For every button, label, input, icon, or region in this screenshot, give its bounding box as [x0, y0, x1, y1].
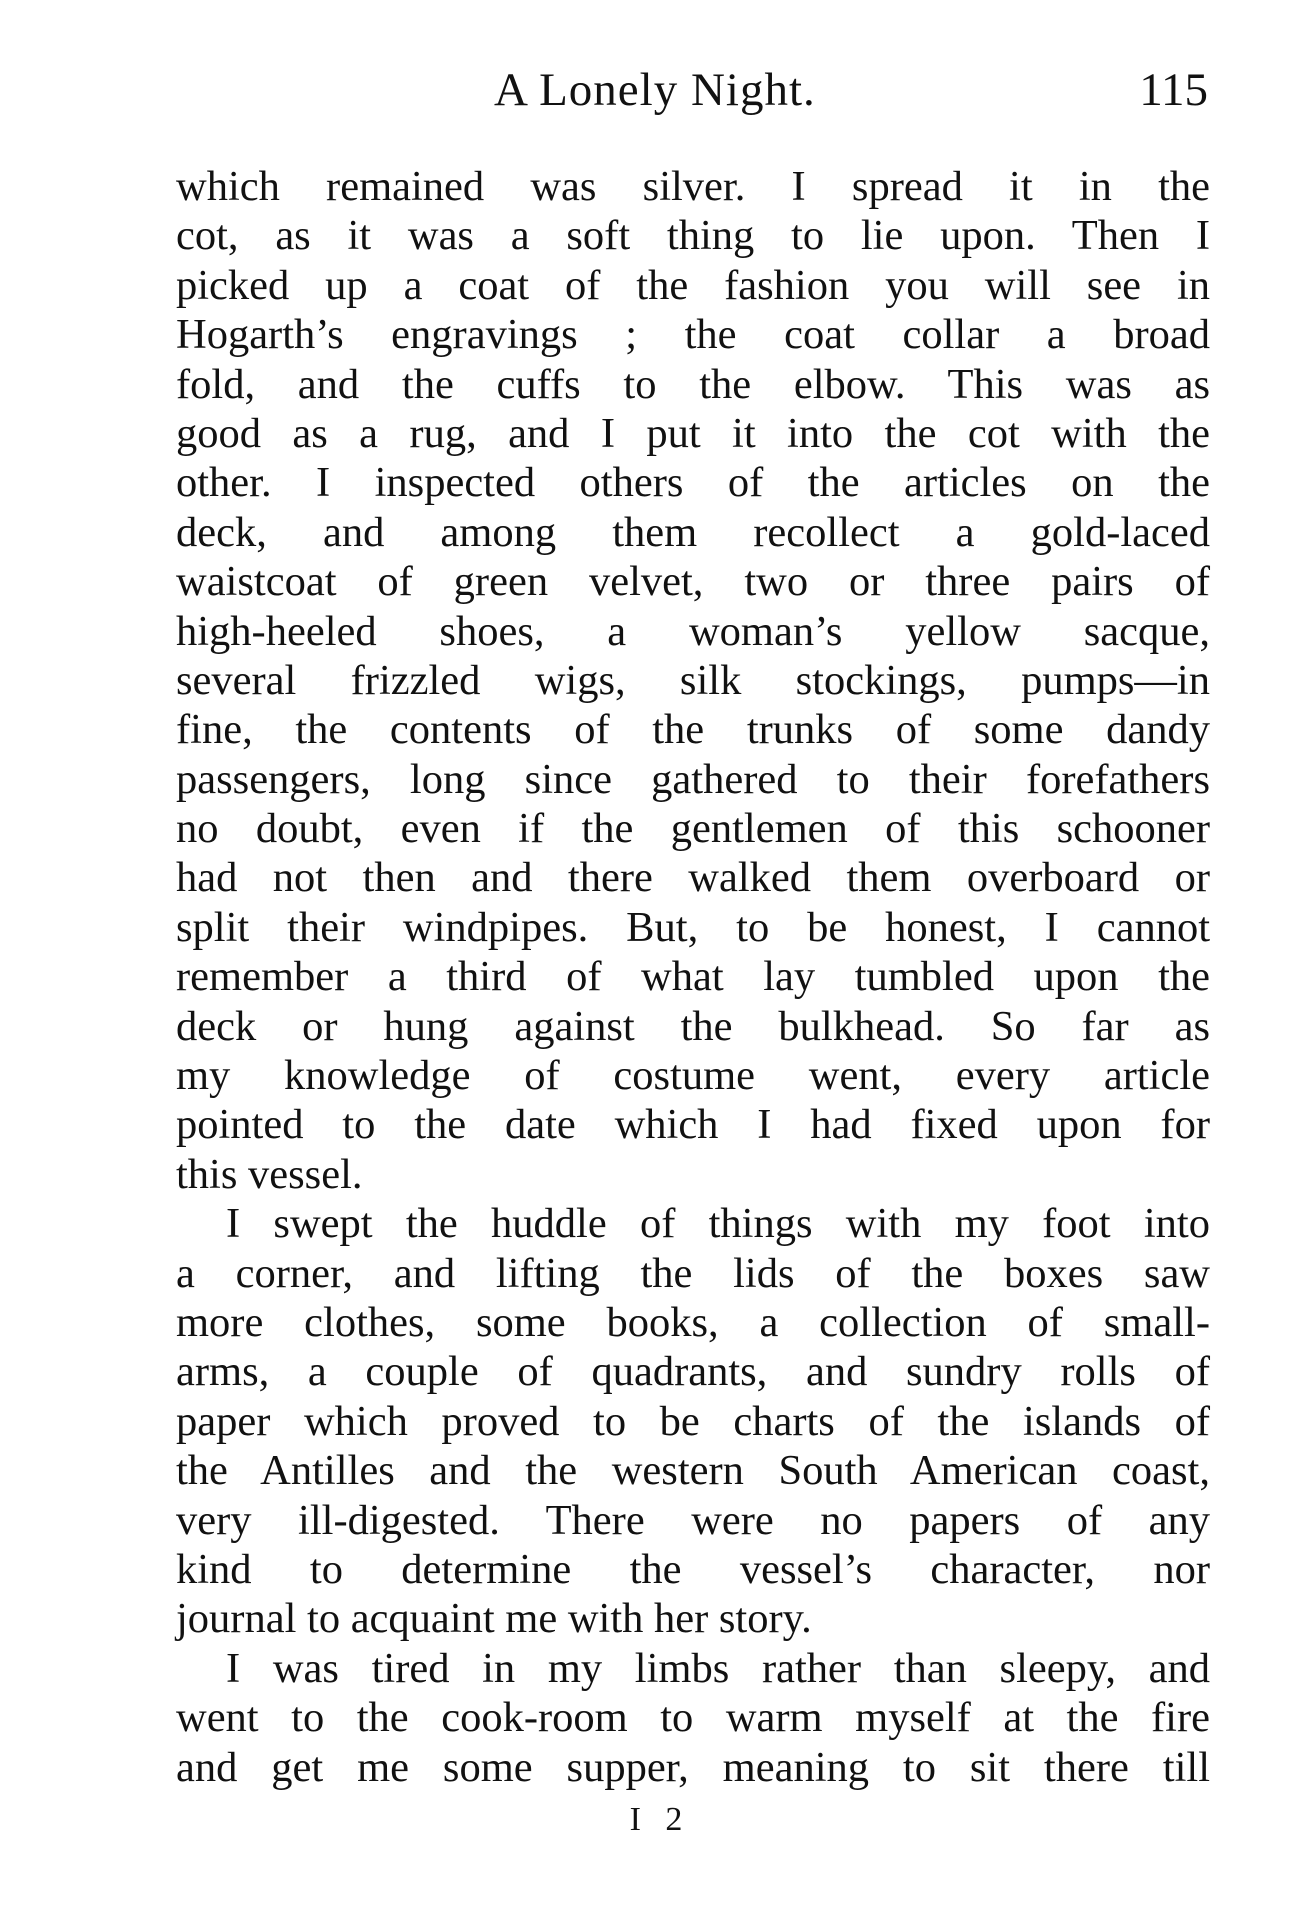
text-line: and get me some supper, meaning to sit there till — [176, 1743, 1210, 1791]
signature-mark: I 2 — [629, 1801, 691, 1838]
text-line: high-heeled shoes, a woman’s yellow sacque, — [176, 607, 1210, 655]
text-line: had not then and there walked them overboard or — [176, 854, 1210, 902]
text-line: passengers, long since gathered to their forefathers — [176, 755, 1210, 803]
paragraph-first-line: I was tired in my limbs rather than sleepy, and — [226, 1644, 1210, 1692]
text-line: cot, as it was a soft thing to lie upon. Then I — [176, 212, 1210, 260]
text-line: arms, a couple of quadrants, and sundry rolls of — [176, 1348, 1210, 1396]
text-line: fold, and the cuffs to the elbow. This was as — [176, 360, 1210, 408]
text-line: deck, and among them recollect a gold-laced — [176, 508, 1210, 556]
text-line: my knowledge of costume went, every article — [176, 1052, 1210, 1100]
text-line: picked up a coat of the fashion you will see in — [176, 261, 1210, 309]
text-line: this vessel. — [176, 1150, 363, 1198]
text-line: other. I inspected others of the articles on the — [176, 459, 1210, 507]
text-line: the Antilles and the western South American coast, — [176, 1447, 1210, 1495]
paragraph-first-line: I swept the huddle of things with my foot into — [226, 1200, 1210, 1248]
text-line: several frizzled wigs, silk stockings, pumps—in — [176, 656, 1210, 704]
text-line: went to the cook-room to warm myself at the fire — [176, 1694, 1210, 1742]
text-line: which remained was silver. I spread it in the — [176, 163, 1210, 210]
text-line: pointed to the date which I had fixed upon for — [176, 1101, 1210, 1149]
text-line: split their windpipes. But, to be honest, I cannot — [176, 903, 1210, 951]
running-head — [176, 60, 1214, 120]
text-line: a corner, and lifting the lids of the boxes saw — [176, 1249, 1210, 1297]
text-line: journal to acquaint me with her story. — [176, 1595, 812, 1643]
page-number: 115 — [1139, 64, 1208, 116]
text-line: very ill-digested. There were no papers of any — [176, 1496, 1210, 1544]
text-line: more clothes, some books, a collection of small- — [176, 1298, 1210, 1346]
text-line: paper which proved to be charts of the islands of — [176, 1397, 1210, 1445]
text-line: fine, the contents of the trunks of some dandy — [176, 706, 1210, 754]
text-line: remember a third of what lay tumbled upon the — [176, 953, 1210, 1001]
text-line: Hogarth’s engravings ; the coat collar a broad — [176, 311, 1210, 359]
text-line: good as a rug, and I put it into the cot with the — [176, 409, 1210, 457]
text-line: deck or hung against the bulkhead. So far as — [176, 1002, 1210, 1050]
body-text — [176, 162, 1210, 1792]
chapter-title: A Lonely Night. — [494, 64, 816, 116]
text-line: kind to determine the vessel’s character, nor — [176, 1545, 1210, 1593]
text-line: no doubt, even if the gentlemen of this schooner — [176, 805, 1210, 853]
text-line: waistcoat of green velvet, two or three pairs of — [176, 558, 1210, 606]
